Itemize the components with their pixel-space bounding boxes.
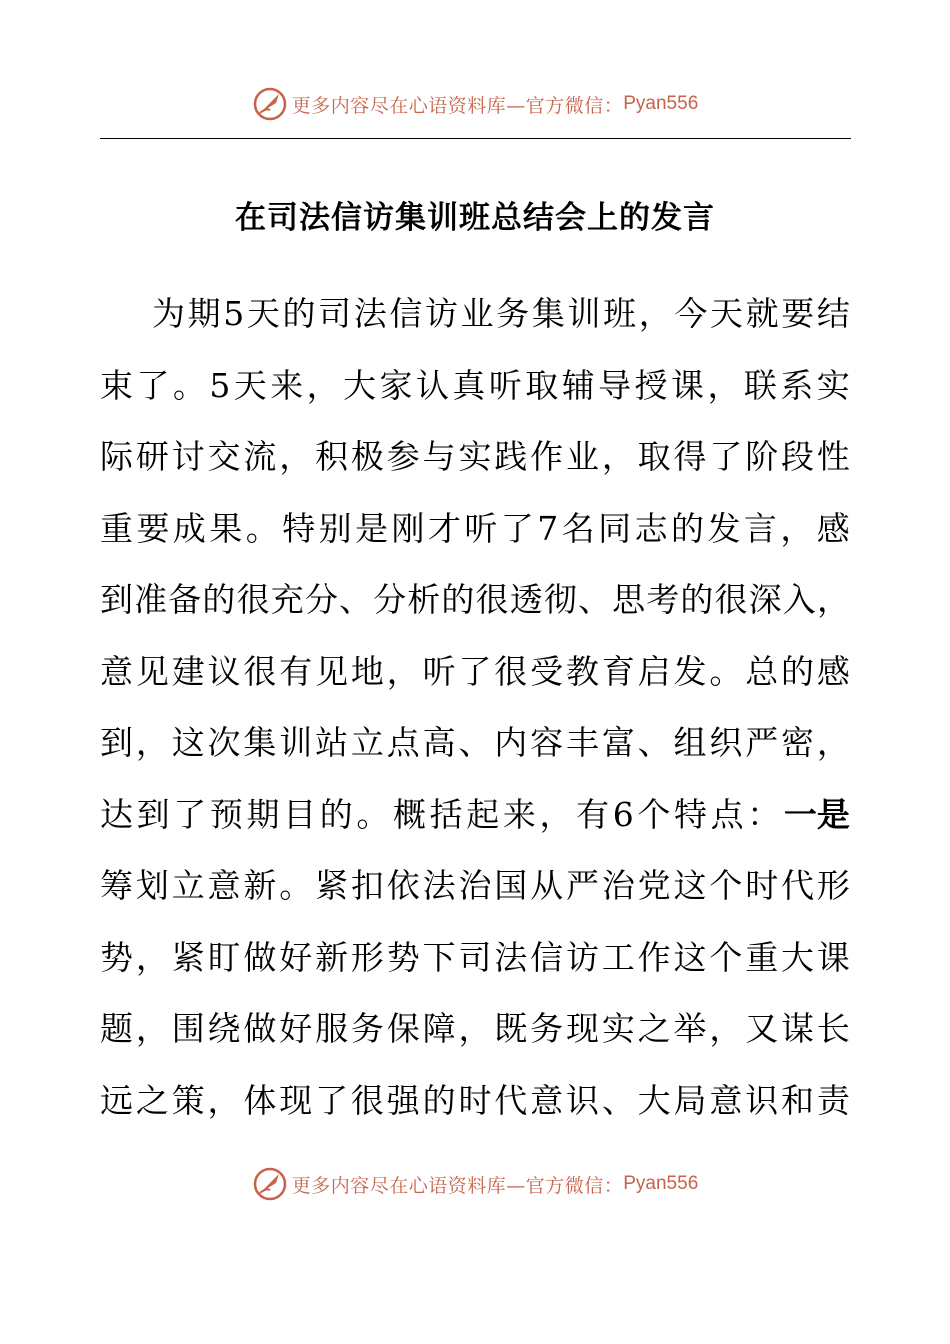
body-line: 达 到 了 预 期 目 的 。 概 括 起 来 ， 有 6 个 特 点 ： 一是 [100,794,850,834]
body-line: 远 之 策 ， 体 现 了 很 强 的 时 代 意 识 、 大 局 意 识 和 责 [100,1080,850,1120]
body-line: 重 要 成 果 。 特 别 是 刚 才 听 了 7 名 同 志 的 发 言 ， 感 [100,508,850,548]
body-line: 意 见 建 议 很 有 见 地 ， 听 了 很 受 教 育 启 发 。 总 的 感 [100,651,850,691]
quill-pen-logo-icon [252,1166,288,1202]
body-line: 题 ， 围 绕 做 好 服 务 保 障 ， 既 务 现 实 之 举 ， 又 谋 长 [100,1009,850,1048]
watermark-text: 更多内容尽在心语资料库—官方微信： [291,1174,624,1197]
body-line: 际 研 讨 交 流 ， 积 极 参 与 实 践 作 业 ， 取 得 了 阶 段 性 [100,437,850,476]
document-body [100,286,860,1144]
body-line: 为 期 5 天 的 司 法 信 访 业 务 集 训 班 ， 今 天 就 要 结 [152,294,850,333]
document-title: 在司法信访集训班总结会上的发言 [235,200,715,236]
body-line: 势 ， 紧 盯 做 好 新 形 势 下 司 法 信 访 工 作 这 个 重 大 课 [100,937,850,977]
body-line: 到 ， 这 次 集 训 站 立 点 高 、 内 容 丰 富 、 组 织 严 密 ， [100,723,850,762]
body-line: 筹 划 立 意 新 。 紧 扣 依 法 治 国 从 严 治 党 这 个 时 代 形 [100,866,850,905]
body-line: 到 准 备 的 很 充 分 、 分 析 的 很 透 彻 、 思 考 的 很 深 入 ， [100,580,850,619]
header-watermark [0,82,950,126]
watermark-wechat-id: Pyan556 [623,93,699,114]
watermark-wechat-id: Pyan556 [623,1173,699,1194]
quill-pen-logo-icon [252,86,288,122]
footer-watermark [0,1162,950,1206]
body-line: 束 了 。 5 天 来 ， 大 家 认 真 听 取 辅 导 授 课 ， 联 系 实 [100,365,850,405]
header-rule [100,138,851,139]
watermark-text: 更多内容尽在心语资料库—官方微信： [291,94,624,117]
